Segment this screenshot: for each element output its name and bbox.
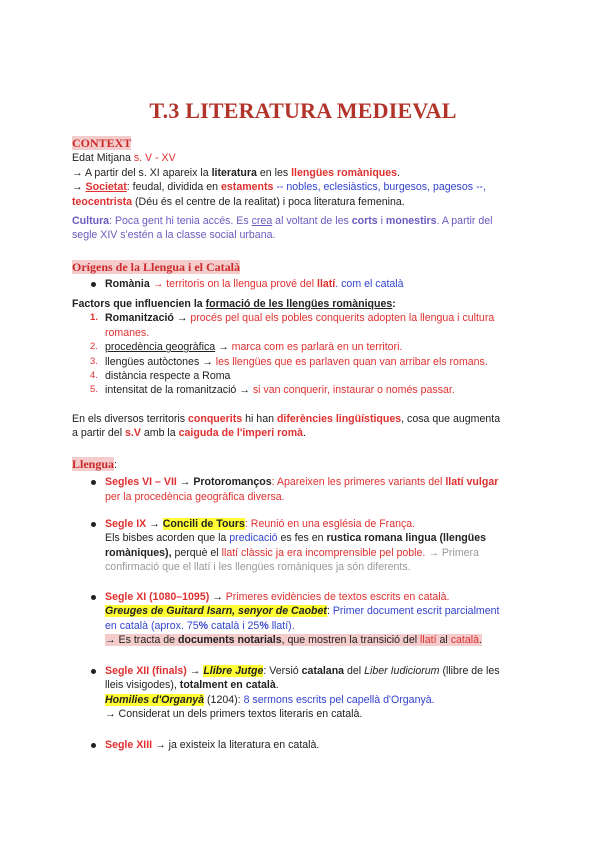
text-red-bold: caiguda de l'imperi romà [178,427,304,440]
text-red-bold: Segle XIII [105,739,153,751]
arrow: → [173,312,191,325]
text-blue: en català (aprox. 75 [105,619,199,632]
text-red: : Reunió en una església de França. [244,518,416,530]
arrow: → [236,384,253,397]
text-blue: català i 25 [211,619,260,632]
text: a partir del [72,427,123,440]
text-bold: romàniques), [105,546,172,559]
text-bold: Protoromanços [193,476,272,489]
text-highlighted: Homilies d'Organyà [105,693,205,706]
text-red-bold: llatí [317,278,336,291]
text: : [326,605,330,618]
list-item [72,369,534,383]
arrow: → [72,181,83,194]
text: lleis visigodes), [105,679,177,692]
text: : feudal, dividida en [126,181,219,194]
text: monestirs [385,215,437,227]
text-red-bold: conquerits [188,413,243,425]
list-number: 1. [90,312,98,324]
text: corts [351,215,378,227]
list-item [72,311,534,340]
text-red-bold: Segle XI (1080–1095) [105,591,210,603]
arrow: → [199,355,216,368]
origins-heading: Orígens de la Llengua i el Català [72,260,240,274]
bullet-segle-xiii [72,738,534,752]
text-bold: rustica romana lingua (llengües [326,532,487,545]
bullet-segle-xii [72,664,534,722]
list-item [72,340,534,354]
text: al [439,634,448,647]
text: : [114,459,117,471]
text: (llibre de les [442,665,500,677]
arrow: → [215,341,232,354]
arrow: → [146,518,163,530]
bullet-segle-xi [72,590,534,648]
text: → A partir del s. XI apareix la [72,166,209,179]
list-number: 2. [90,341,98,353]
text: crea [251,215,273,227]
text: al voltant de les [275,215,349,227]
text-red-bold: Segle XII (finals) [105,665,187,677]
text-bold: literatura [211,166,257,179]
text-blue: Primer document escrit parcialment [332,605,500,618]
list-item-segles-vi-vii [72,475,534,504]
text-blue: 8 sermons escrits pel capellà d'Organyà. [243,693,435,706]
era-label: Edat Mitjana [72,152,131,165]
era-range: s. V - XV [133,152,176,165]
text: (Déu és el centre de la realitat) i poca literatura femenina. [135,195,405,208]
context-line-3 [72,180,534,194]
text-bold: Romanització [105,312,174,325]
text: . [478,634,482,647]
context-section [72,136,534,209]
text-red: per la procedència geogràfica diversa. [105,490,285,503]
text-underlined: formació de les llengües romàniques [205,298,393,310]
text: segle XIV s'estén a la classe social urbana. [72,229,276,242]
text: en les [259,166,289,179]
text-bold: documents notarials [178,634,282,647]
text-red: → territoris on la llengua prové del [152,278,315,291]
list-number: 3. [90,355,98,367]
text: . A partir del [436,215,493,227]
text-red-bold: teocentrista [72,195,133,208]
text: , cosa que augmenta [401,413,501,425]
text-red: català [450,634,479,647]
text-red: procés pel qual els pobles conquerits adopten la llengua i cultura romanes. [105,312,495,339]
text: del [347,665,362,677]
text-bold: Romània [105,278,150,291]
text-blue-bold: % [259,619,269,632]
list-item-segle-xiii [72,738,534,752]
list-item-segle-xi [72,590,534,648]
text: . [397,166,401,179]
text-bold: totalment en català [179,679,276,692]
text-red-bold: s.V [125,427,141,440]
text: → ja existeix la literatura en català. [155,739,320,751]
text-red-bold: llengües romàniques [291,166,398,179]
text-red: llatí clàssic ja era incomprensible pel poble. [221,546,426,559]
text: En els diversos territoris [72,413,186,425]
text-red: : Apareixen les primeres variants del [271,476,443,489]
factors-heading [72,297,534,311]
context-line-4 [72,195,534,209]
list-item [72,383,534,397]
text-grey: → Primera [428,546,479,559]
list-item-romania [72,277,534,291]
list-item-segle-ix [72,517,534,575]
llengua-heading: Llengua [72,457,115,471]
llengua-section [72,457,534,504]
text-red: si van conquerir, instaurar o només passar. [252,384,455,397]
text-red-bold: Segle IX [105,518,147,530]
culture-label: Cultura [72,215,110,227]
text-bold: catalana [301,665,345,677]
text-underlined: procedència geogràfica [105,341,216,354]
text-red-bold: llatí vulgar [445,476,499,489]
list-number: 4. [90,370,98,382]
text: (1204): [207,693,241,706]
culture-paragraph [72,214,534,243]
origins-section [72,260,534,292]
arrow: → [186,665,204,677]
text: : Poca gent hi tenia accés. Es [109,215,249,227]
list-item-segle-xii [72,664,534,722]
text-highlighted: Llibre Jutge [203,665,264,677]
factors-block [72,297,534,398]
context-heading: CONTEXT [72,136,132,150]
text-italic: Liber Iudiciorum [364,665,440,677]
text: . [303,427,306,440]
estates-list: -- nobles, eclesiàstics, burgesos, pagesos --, [276,181,486,194]
text: : [392,298,396,310]
text-red: llatí [420,634,437,647]
text: llengües autòctones [105,355,200,368]
text-red-bold: diferències lingüístiques [276,413,402,425]
text-grey: confirmació que el llatí i les llengües romàniques ja són diferents. [105,561,411,574]
text: distància respecte a Roma [105,370,231,383]
text-blue-bold: % [198,619,209,632]
text: Factors que influencien la [72,298,203,310]
text-red: Primeres evidències de textos escrits en català. [225,591,450,603]
list-number: 5. [90,384,98,396]
text-red: les llengües que es parlaven quan van arribar els romans. [215,355,488,368]
text: amb la [143,427,176,440]
context-line-1 [72,151,534,165]
text: Els bisbes acorden que la [105,532,227,545]
text: intensitat de la romanització [105,384,237,397]
arrow: → [176,476,194,489]
arrow: → [209,591,226,603]
text-red: marca com es parlarà en un territori. [231,341,403,354]
text: hi han [245,413,274,425]
text: . [275,679,279,692]
text: perquè el [174,546,219,559]
text-highlighted: Greuges de Guitard Isarn, senyor de Caobet [105,605,327,618]
text-blue: llatí). [271,619,295,632]
text-highlighted: Concili de Tours [162,518,245,530]
text-red-bold: estaments [221,181,274,194]
text: es fes en [280,532,324,545]
text-blue: predicació [229,532,278,545]
society-label: Societat [85,181,127,194]
page-title: T.3 LITERATURA MEDIEVAL [149,98,457,123]
text-blue: . com el català [335,278,404,291]
factors-list [72,311,534,397]
bullet-segle-ix [72,517,534,575]
list-item [72,355,534,369]
context-line-2 [72,166,534,180]
text: : Versió [263,665,299,677]
text: → Considerat un dels primers textos literaris en català. [105,708,363,721]
text-red-bold: Segles VI – VII [105,476,177,489]
notarial-note [105,634,482,646]
text: , que mostren la transició del [281,634,418,647]
text: i [380,215,383,227]
text: → Es tracta de [105,634,176,647]
divergence-paragraph [72,412,534,441]
